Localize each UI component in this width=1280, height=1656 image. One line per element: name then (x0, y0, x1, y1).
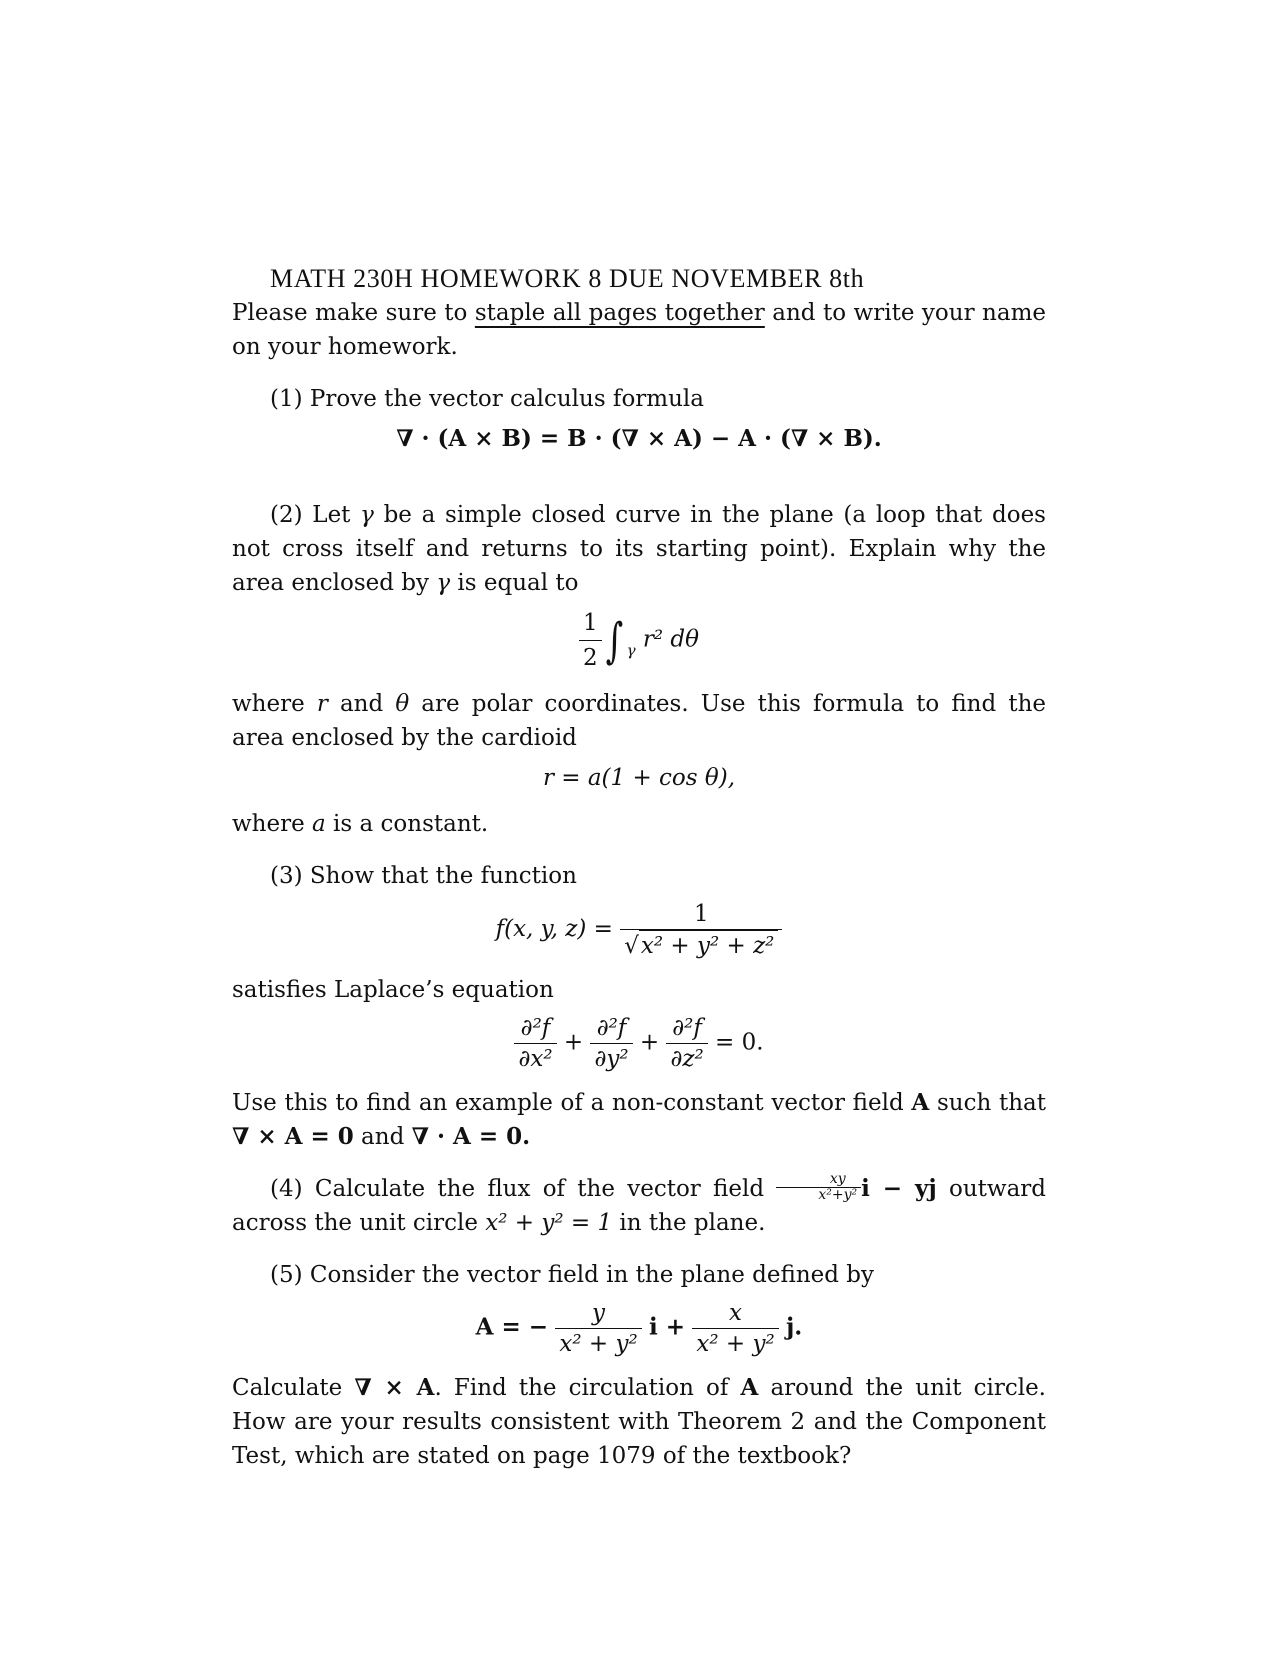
function-fraction (620, 899, 782, 961)
problem-2-text: be a simple closed curve in the plane (a loop that does not cross itself and returns to its starting point). Explain why the area enclosed by (232, 502, 1046, 596)
area-integral (232, 606, 1046, 675)
unit-circle-equation: x² + y² = 1 (485, 1210, 613, 1237)
field-fraction-2 (692, 1298, 778, 1359)
cardioid-equation (232, 761, 1046, 795)
problem-2-continued (232, 687, 1046, 755)
sqrt-radicand: x² + y² + z² (639, 930, 779, 961)
problem-3 (232, 859, 1046, 893)
vector-identity: ∇ · (A × B) = B · (∇ × A) − A · (∇ × B). (396, 425, 882, 452)
problem-3-text: satisfies Laplace’s equation (232, 977, 554, 1003)
partial-yy (590, 1013, 632, 1074)
integral-subscript: γ (626, 641, 636, 660)
problem-3-end (232, 1086, 1046, 1154)
fraction-denominator: ∂y² (594, 1046, 629, 1072)
field-fraction (776, 1172, 861, 1203)
problem-2-text: is equal to (450, 570, 579, 596)
curl-zero: ∇ × A = 0 (232, 1123, 354, 1150)
laplace-rhs: = 0. (715, 1029, 764, 1056)
fraction-numerator: x (692, 1298, 778, 1329)
problem-5 (232, 1258, 1046, 1292)
fraction-numerator: ∂²f (590, 1013, 632, 1044)
problem-2 (232, 498, 1046, 600)
field-rest: i − yj (861, 1175, 937, 1203)
plus-sign: + (563, 1029, 584, 1056)
plus-sign: + (639, 1029, 660, 1056)
fraction-numerator: 1 (620, 899, 782, 930)
field-lhs: A = − (475, 1313, 549, 1341)
problem-4-text: in the plane. (612, 1210, 766, 1237)
problem-3-text: such that (929, 1090, 1046, 1116)
problem-4-label: (4) (270, 1176, 303, 1203)
problem-1-label: (1) (270, 386, 303, 412)
problem-1 (232, 382, 1046, 416)
fraction-numerator: ∂²f (666, 1013, 707, 1044)
problem-2-end (232, 807, 1046, 841)
vector-A: A (740, 1374, 759, 1402)
problem-2-text: Let (312, 502, 361, 528)
problem-3-label: (3) (270, 863, 303, 889)
curl-A: ∇ × A (354, 1374, 435, 1402)
half-fraction (579, 606, 602, 675)
fraction-numerator: ∂²f (514, 1013, 556, 1044)
fraction-numerator: 1 (579, 606, 602, 641)
intro-before: Please make sure to (232, 300, 475, 326)
fraction-denominator: ∂z² (670, 1046, 704, 1072)
a-symbol: a (312, 811, 326, 837)
homework-page (232, 262, 1046, 1473)
problem-2-label: (2) (270, 502, 303, 528)
problem-2-text: where (232, 691, 317, 717)
problem-1-text: Prove the vector calculus formula (309, 386, 704, 412)
div-zero: ∇ · A = 0. (411, 1123, 531, 1150)
r-symbol: r (316, 691, 328, 717)
laplace-equation (232, 1013, 1046, 1074)
problem-4-text: outward across the unit circle (232, 1176, 1046, 1237)
problem-2-text: are polar coordinates. Use this formula to find the area enclosed by the cardioid (232, 691, 1047, 751)
vector-field-definition (232, 1298, 1046, 1359)
problem-1-formula (232, 422, 1046, 456)
theta-symbol: θ (395, 691, 410, 717)
fraction-denominator: x² + y² (559, 1331, 638, 1358)
problem-5-label: (5) (270, 1262, 303, 1289)
problem-2-text: where (232, 811, 313, 837)
field-mid: i + (649, 1313, 686, 1341)
fraction-denominator: ∂x² (518, 1046, 553, 1072)
integrand: r² dθ (642, 626, 700, 653)
partial-zz (666, 1013, 707, 1074)
intro-after: and to write your name on your homework. (232, 300, 1046, 360)
cardioid-formula: r = a(1 + cos θ), (542, 765, 736, 791)
function-lhs: f(x, y, z) = (495, 916, 613, 942)
fraction-denominator: 2 (582, 645, 598, 671)
problem-3-text: and (353, 1124, 412, 1150)
problem-5-text: . Find the circulation of (434, 1375, 741, 1402)
fraction-denominator: x² + y² (696, 1331, 775, 1358)
intro-paragraph (232, 296, 1046, 364)
page-title: MATH 230H HOMEWORK 8 DUE NOVEMBER 8th (270, 264, 865, 293)
problem-5-text: Calculate (232, 1375, 355, 1402)
field-end: j. (785, 1313, 803, 1341)
problem-2-text: and (327, 691, 396, 717)
problem-5-text: around the unit circle. How are your results consistent with Theorem 2 and the Component Test, which are stated on page 1079 of the textbook? (232, 1375, 1046, 1470)
vector-A: A (911, 1089, 930, 1116)
integral-sign: ∫ (605, 612, 623, 669)
gamma-symbol: γ (360, 502, 374, 528)
problem-5-text: Consider the vector field in the plane defined by (309, 1262, 875, 1289)
fraction-numerator: xy (776, 1172, 861, 1188)
sqrt-sign: √ (624, 933, 639, 959)
function-definition (232, 899, 1046, 961)
problem-3-text: Use this to find an example of a non-constant vector field (232, 1090, 912, 1116)
problem-4-text: Calculate the flux of the vector field (314, 1176, 777, 1203)
field-fraction-1 (555, 1298, 641, 1359)
intro-underlined: staple all pages together (474, 300, 765, 326)
problem-5-continued (232, 1371, 1046, 1473)
problem-4 (232, 1172, 1046, 1240)
gamma-symbol: γ (436, 570, 451, 596)
fraction-numerator: y (555, 1298, 641, 1329)
fraction-denominator: x²+y² (818, 1187, 858, 1203)
partial-xx (514, 1013, 556, 1074)
problem-3-continued (232, 973, 1046, 1007)
problem-3-text: Show that the function (309, 863, 577, 889)
problem-2-text: is a constant. (325, 811, 489, 837)
fraction-denominator (620, 930, 782, 961)
